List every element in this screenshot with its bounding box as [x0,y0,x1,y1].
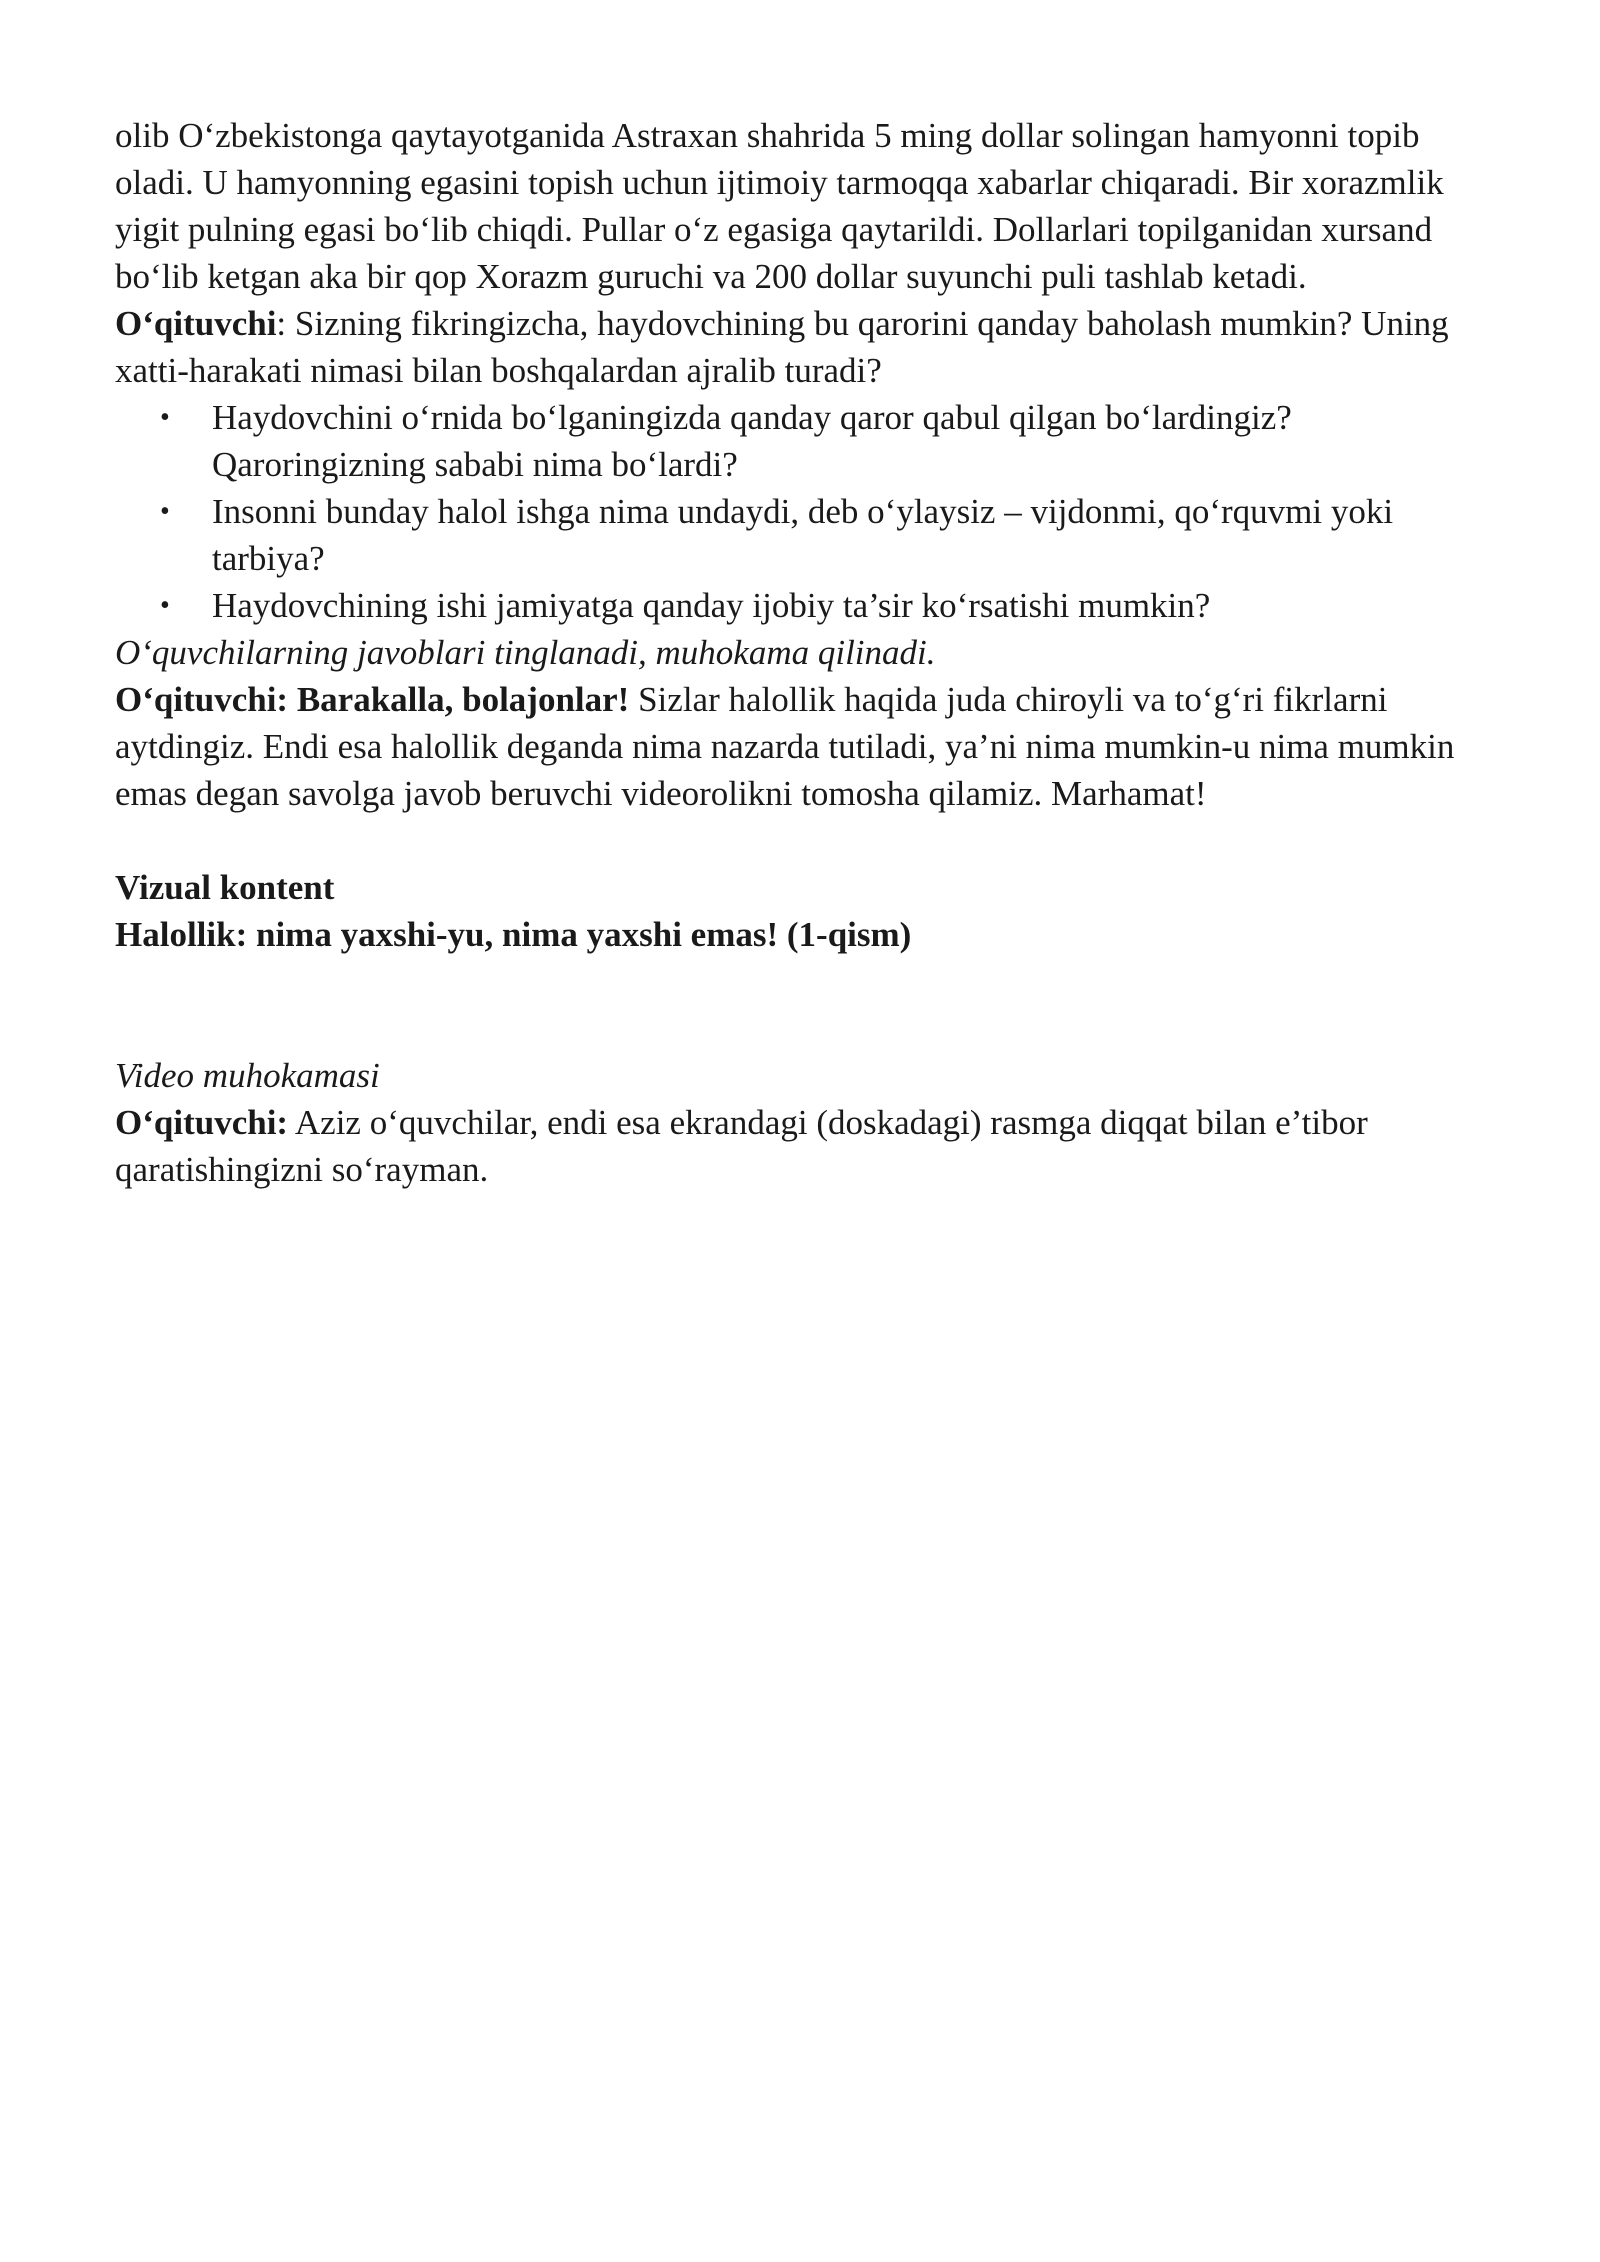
teacher-question-paragraph [115,300,1505,394]
question-text: Haydovchining ishi jamiyatga qanday ijobiy ta’sir ko‘rsatishi mumkin? [212,586,1211,625]
list-item [115,582,1505,629]
bullet-icon: • [160,590,170,621]
question-text: Insonni bunday halol ishga nima undaydi, deb o‘ylaysiz – vijdonmi, qo‘rquvmi yoki tarbiya? [212,492,1394,578]
list-item [115,488,1505,582]
bullet-icon: • [160,402,170,433]
teacher-final-paragraph [115,1099,1505,1193]
teacher-label: O‘qituvchi [115,304,277,343]
spacer [115,958,1505,1052]
document-page [115,112,1505,1193]
teacher-praise-text: Sizlar halollik haqida juda chiroyli va to‘g‘ri fikrlarni aytdingiz. Endi esa halollik deganda nima nazarda tutiladi, ya’ni nima mumkin-u nima mumkin emas degan savolga javob beruvchi videorolikni tomosha qilamiz. Marhamat! [115,680,1455,813]
teacher-question-text: : Sizning fikringizcha, haydovchining bu qarorini qanday baholash mumkin? Uning xatti-harakati nimasi bilan boshqalardan ajralib turadi? [115,304,1449,390]
teacher-final-text: Aziz o‘quvchilar, endi esa ekrandagi (doskadagi) rasmga diqqat bilan e’tibor qaratishingizni so‘rayman. [115,1103,1368,1189]
video-discussion-heading: Video muhokamasi [115,1056,380,1095]
list-item [115,394,1505,488]
teacher-final-label: O‘qituvchi: [115,1103,289,1142]
bullet-icon: • [160,496,170,527]
teacher-praise-paragraph [115,676,1505,817]
question-list [115,394,1505,629]
visual-content-heading: Vizual kontent [115,868,335,907]
spacer [115,817,1505,864]
question-text: Haydovchini o‘rnida bo‘lganingizda qanday qaror qabul qilgan bo‘lardingiz? Qaroringizning sababi nima bo‘lardi? [212,398,1292,484]
teacher-praise-label: O‘qituvchi: Barakalla, bolajonlar! [115,680,630,719]
intro-paragraph: olib O‘zbekistonga qaytayotganida Astraxan shahrida 5 ming dollar solingan hamyonni topib oladi. U hamyonning egasini topish uchun ijtimoiy tarmoqqa xabarlar chiqaradi. Bir xorazmlik yigit pulning egasi bo‘lib chiqdi. Pullar o‘z egasiga qaytarildi. Dollarlari topilganidan xursand bo‘lib ketgan aka bir qop Xorazm guruchi va 200 dollar suyunchi puli tashlab ketadi. [115,116,1444,296]
student-note: O‘quvchilarning javoblari tinglanadi, muhokama qilinadi. [115,633,936,672]
video-title: Halollik: nima yaxshi-yu, nima yaxshi emas! (1-qism) [115,915,912,954]
